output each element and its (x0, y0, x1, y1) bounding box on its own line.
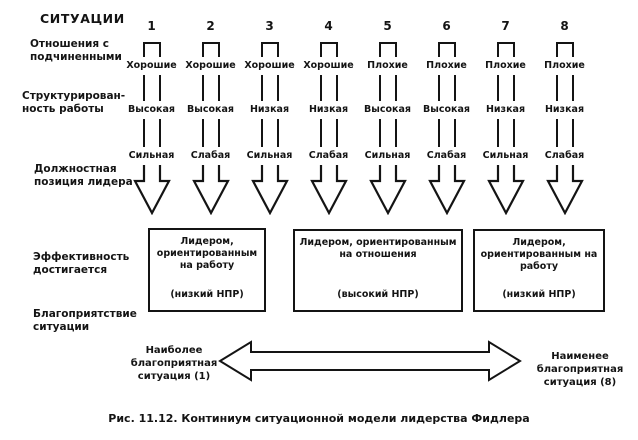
position-value: Сильная (128, 150, 175, 161)
row-label-line: позиция лидера (34, 176, 133, 188)
bracket-connector (438, 42, 456, 57)
leader-style-box-task-left (148, 228, 266, 312)
structure-value: Высокая (128, 104, 175, 115)
connector-lines (379, 119, 397, 147)
position-value: Сильная (482, 150, 529, 161)
situation-column-7 (476, 14, 535, 215)
down-arrow-icon (132, 165, 172, 215)
leader-style-box-task-right (473, 229, 605, 312)
row-label-favorability (33, 308, 137, 334)
continuum-label-line: благоприятная (536, 364, 624, 375)
down-arrow-icon (427, 165, 467, 215)
down-arrow-icon (309, 165, 349, 215)
structure-value: Низкая (485, 104, 526, 115)
structure-value: Низкая (308, 104, 349, 115)
position-value: Слабая (426, 150, 467, 161)
row-label-line: Отношения с (30, 38, 109, 50)
column-number: 7 (501, 19, 510, 33)
row-label-relations (30, 38, 122, 64)
bracket-connector (556, 42, 574, 57)
row-label-line: Благоприятствие (33, 308, 137, 320)
relations-value: Хорошие (244, 60, 295, 71)
continuum-label-line: Наименее (551, 351, 609, 362)
position-value: Слабая (308, 150, 349, 161)
continuum-double-arrow-icon (217, 339, 523, 387)
bracket-connector (379, 42, 397, 57)
down-arrow-icon (545, 165, 585, 215)
situation-columns (122, 14, 594, 215)
continuum-label-line: Наиболее (145, 345, 203, 356)
situation-column-1 (122, 14, 181, 215)
row-label-position (34, 163, 133, 189)
connector-lines (202, 119, 220, 147)
connector-lines (261, 75, 279, 101)
position-value: Слабая (190, 150, 231, 161)
row-label-line: достигается (33, 264, 108, 276)
situation-column-3 (240, 14, 299, 215)
continuum-label-line: ситуация (1) (137, 371, 211, 382)
structure-value: Низкая (249, 104, 290, 115)
connector-lines (320, 75, 338, 101)
box-main-text: Лидером, ориентированным на отношения (299, 237, 457, 260)
situation-column-2 (181, 14, 240, 215)
column-number: 1 (147, 19, 156, 33)
structure-value: Высокая (364, 104, 411, 115)
connector-lines (143, 119, 161, 147)
connector-lines (556, 75, 574, 101)
bracket-connector (320, 42, 338, 57)
row-label-line: ситуации (33, 321, 90, 333)
row-label-line: Структурирован- (22, 90, 126, 102)
figure-caption: Рис. 11.12. Континиум ситуационной модели лидерства Фидлера (108, 412, 530, 425)
connector-lines (497, 119, 515, 147)
continuum-label-line: ситуация (8) (543, 377, 617, 388)
structure-value: Низкая (544, 104, 585, 115)
box-sub-text: (высокий НПР) (337, 289, 419, 300)
relations-value: Плохие (544, 60, 585, 71)
connector-lines (261, 119, 279, 147)
down-arrow-icon (368, 165, 408, 215)
situation-column-8 (535, 14, 594, 215)
box-main-text: Лидером, ориентированным на работу (156, 236, 258, 271)
connector-lines (438, 75, 456, 101)
connector-lines (379, 75, 397, 101)
row-label-line: ность работы (22, 103, 104, 115)
connector-lines (202, 75, 220, 101)
relations-value: Хорошие (303, 60, 354, 71)
row-label-structure (22, 90, 125, 116)
continuum-label-least-favorable (532, 350, 628, 389)
situation-column-4 (299, 14, 358, 215)
column-number: 5 (383, 19, 392, 33)
leader-style-box-relations (293, 229, 463, 312)
connector-lines (320, 119, 338, 147)
bracket-connector (497, 42, 515, 57)
column-number: 8 (560, 19, 569, 33)
bracket-connector (202, 42, 220, 57)
position-value: Сильная (246, 150, 293, 161)
bracket-connector (143, 42, 161, 57)
connector-lines (497, 75, 515, 101)
box-main-text: Лидером, ориентированным на работу (480, 237, 598, 272)
situations-heading: СИТУАЦИИ (40, 11, 125, 26)
box-sub-text: (низкий НПР) (170, 289, 244, 300)
position-value: Слабая (544, 150, 585, 161)
structure-value: Высокая (423, 104, 470, 115)
bracket-connector (261, 42, 279, 57)
continuum-label-most-favorable (128, 344, 220, 383)
situation-column-5 (358, 14, 417, 215)
row-label-effectiveness (33, 251, 129, 277)
column-number: 4 (324, 19, 333, 33)
position-value: Сильная (364, 150, 411, 161)
connector-lines (438, 119, 456, 147)
down-arrow-icon (250, 165, 290, 215)
continuum-label-line: благоприятная (130, 358, 218, 369)
relations-value: Плохие (426, 60, 467, 71)
column-number: 2 (206, 19, 215, 33)
relations-value: Хорошие (126, 60, 177, 71)
box-sub-text: (низкий НПР) (502, 289, 576, 300)
row-label-line: Должностная (34, 163, 117, 175)
connector-lines (556, 119, 574, 147)
relations-value: Плохие (485, 60, 526, 71)
relations-value: Плохие (367, 60, 408, 71)
row-label-line: подчиненными (30, 51, 122, 63)
down-arrow-icon (191, 165, 231, 215)
down-arrow-icon (486, 165, 526, 215)
situation-column-6 (417, 14, 476, 215)
structure-value: Высокая (187, 104, 234, 115)
column-number: 6 (442, 19, 451, 33)
row-label-line: Эффективность (33, 251, 130, 263)
connector-lines (143, 75, 161, 101)
column-number: 3 (265, 19, 274, 33)
relations-value: Хорошие (185, 60, 236, 71)
